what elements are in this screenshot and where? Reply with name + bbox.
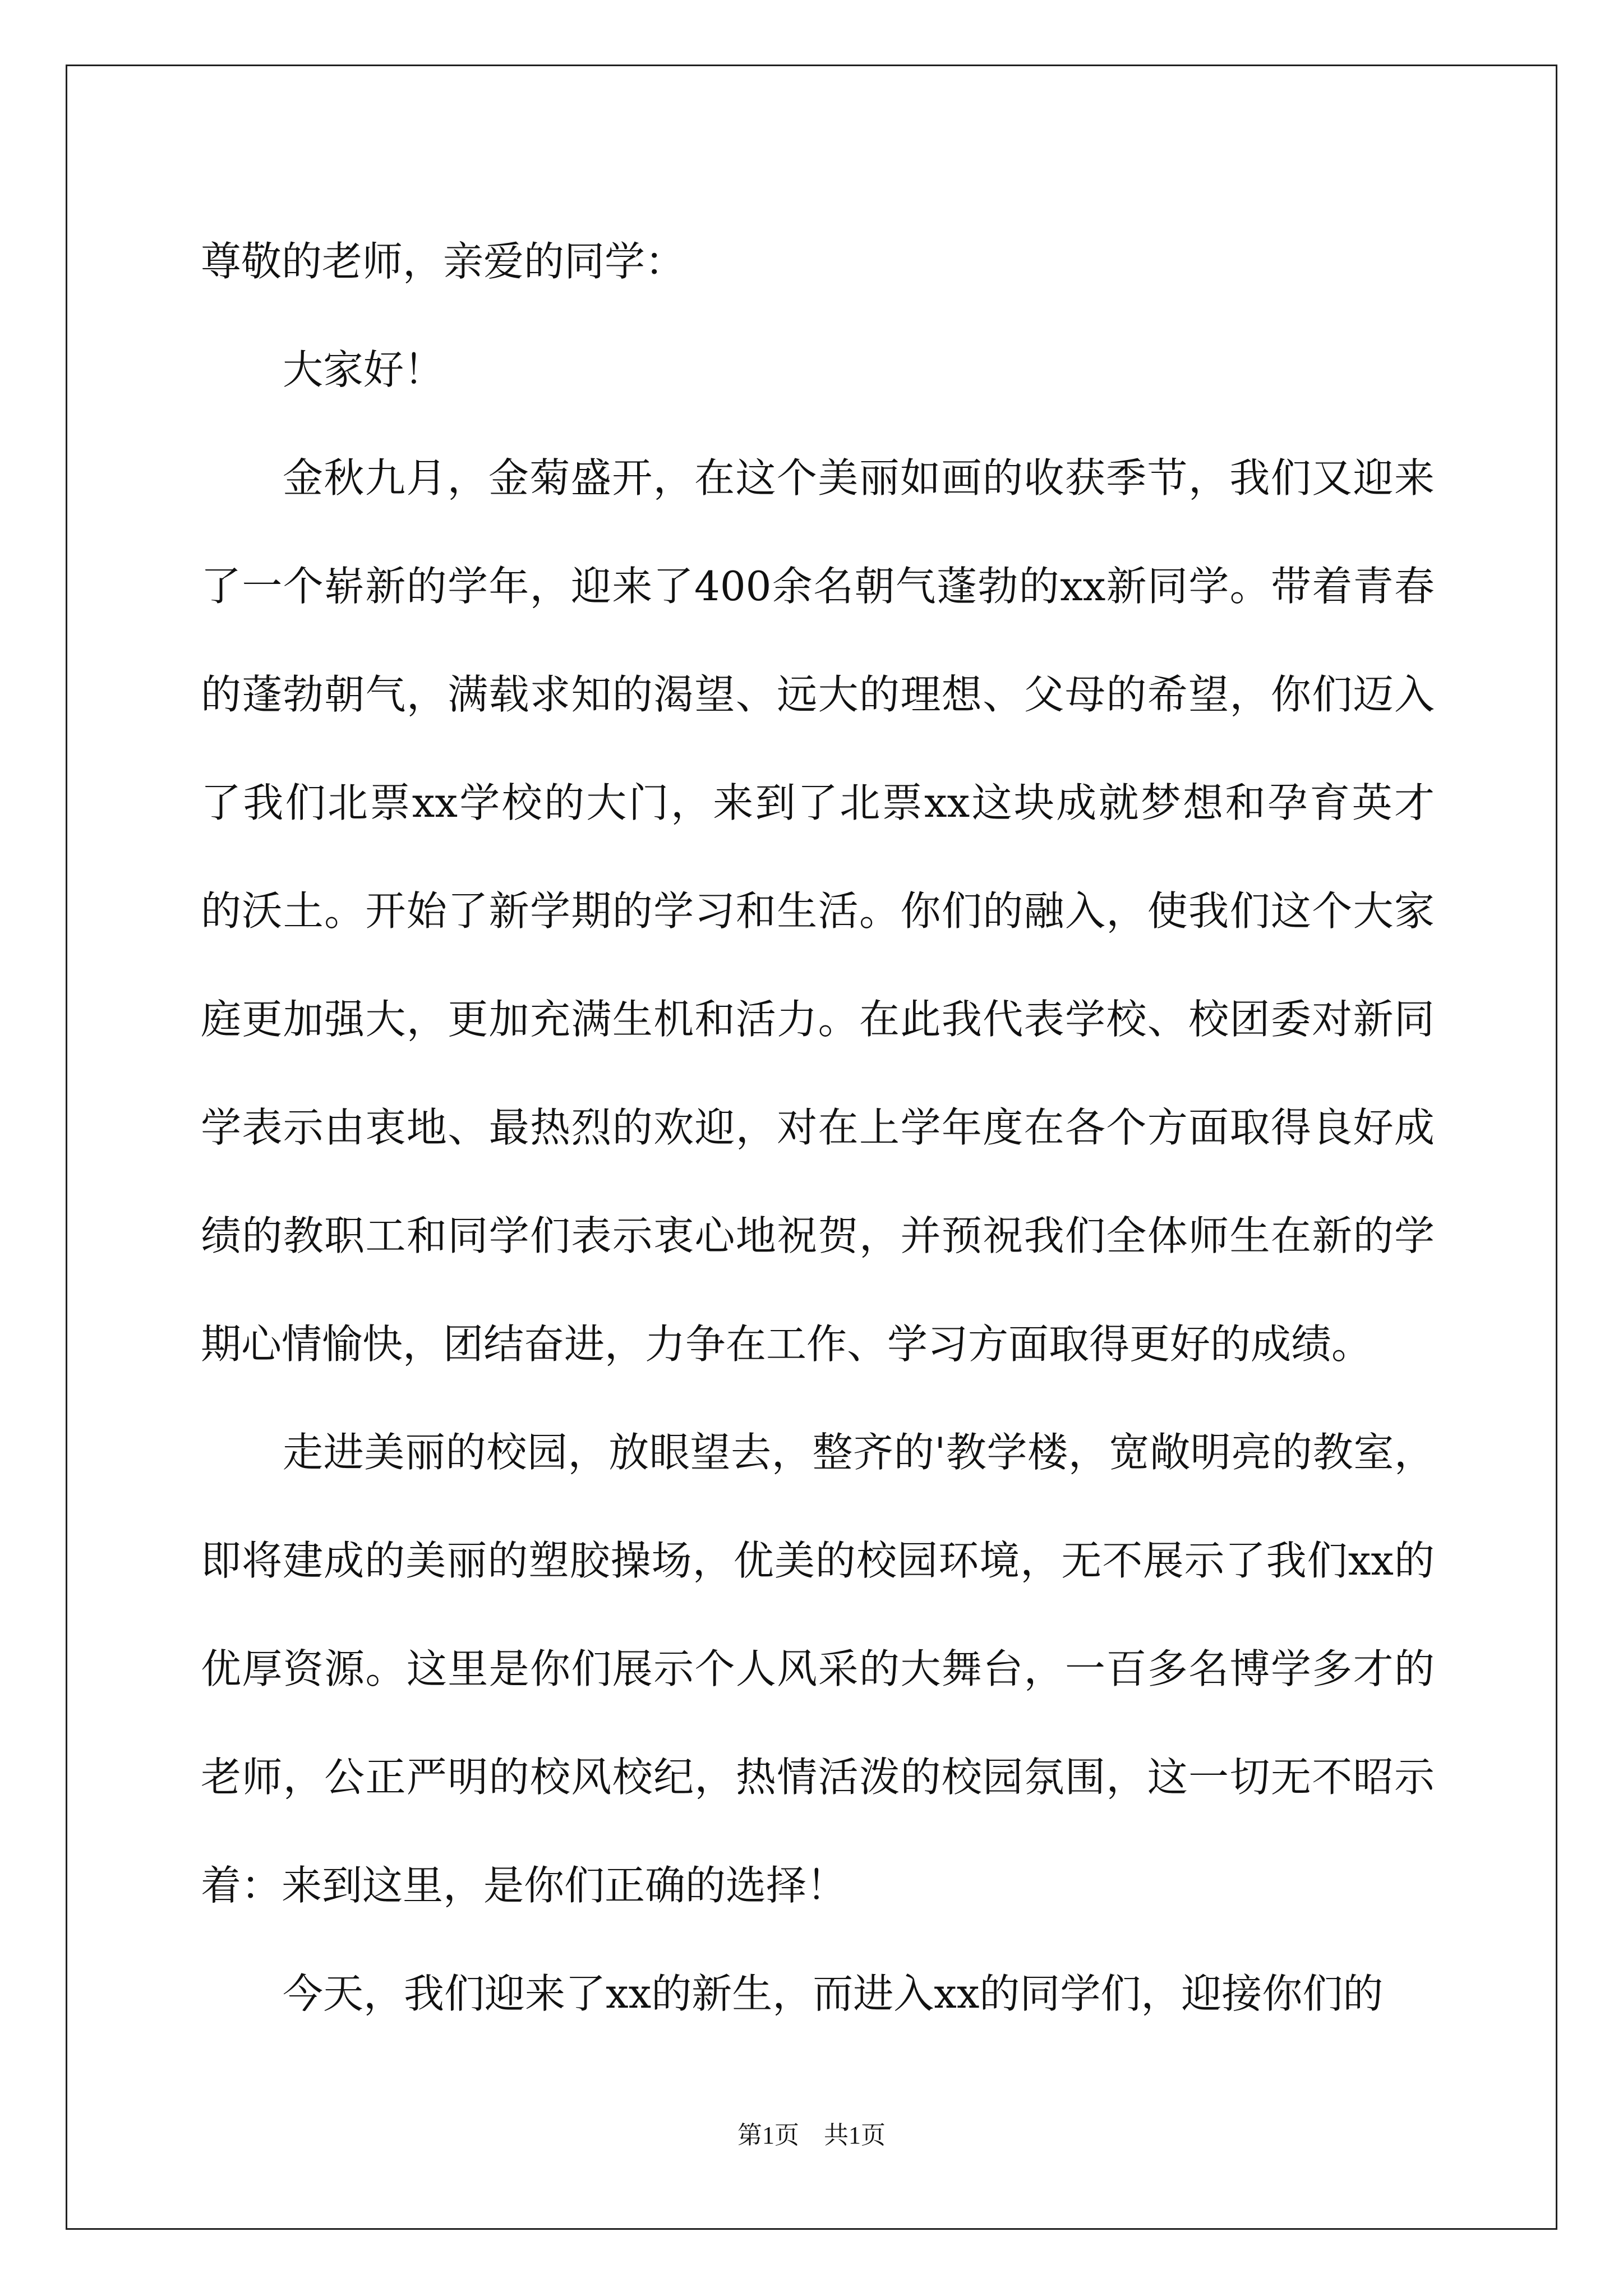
document-body (201, 208, 1435, 2048)
paragraph-3 (201, 1940, 1435, 2048)
paragraph-line: 了我们北票xx学校的大门，来到了北票xx这块成就梦想和孕育英才 (201, 779, 1435, 826)
paragraph-1 (201, 424, 1435, 1398)
paragraph-line: 的蓬勃朝气，满载求知的渴望、远大的理想、父母的希望，你们迈入 (201, 671, 1435, 718)
paragraph-line: 的沃土。开始了新学期的学习和生活。你们的融入，使我们这个大家 (201, 887, 1435, 935)
paragraph-line: 绩的教职工和同学们表示衷心地祝贺，并预祝我们全体师生在新的学 (201, 1212, 1435, 1259)
paragraph-line: 着：来到这里，是你们正确的选择！ (201, 1862, 847, 1909)
paragraph-line: 老师，公正严明的校风校纪，热情活泼的校园氛围，这一切无不昭示 (201, 1754, 1435, 1801)
paragraph-line: 了一个崭新的学年，迎来了400余名朝气蓬勃的xx新同学。带着青春 (201, 563, 1435, 610)
paragraph-line: 即将建成的美丽的塑胶操场，优美的校园环境，无不展示了我们xx的 (201, 1537, 1435, 1584)
paragraph-line: 优厚资源。这里是你们展示个人风采的大舞台，一百多名博学多才的 (201, 1645, 1435, 1692)
greeting: 大家好！ (283, 346, 445, 393)
paragraph-line: 期心情愉快，团结奋进，力争在工作、学习方面取得更好的成绩。 (201, 1320, 1372, 1368)
paragraph-line: 走进美丽的校园，放眼望去，整齐的'教学楼，宽敞明亮的教室， (283, 1429, 1435, 1476)
page-number-footer: 第1页 共1页 (737, 2122, 886, 2149)
paragraph-line: 庭更加强大，更加充满生机和活力。在此我代表学校、校团委对新同 (201, 996, 1435, 1043)
paragraph-2 (201, 1398, 1435, 1940)
paragraph-line: 今天，我们迎来了xx的新生，而进入xx的同学们，迎接你们的 (283, 1970, 1384, 2017)
paragraph-line: 学表示由衷地、最热烈的欢迎，对在上学年度在各个方面取得良好成 (201, 1104, 1435, 1151)
paragraph-line: 金秋九月，金菊盛开，在这个美丽如画的收获季节，我们又迎来 (283, 454, 1435, 501)
salutation: 尊敬的老师，亲爱的同学： (201, 238, 686, 285)
